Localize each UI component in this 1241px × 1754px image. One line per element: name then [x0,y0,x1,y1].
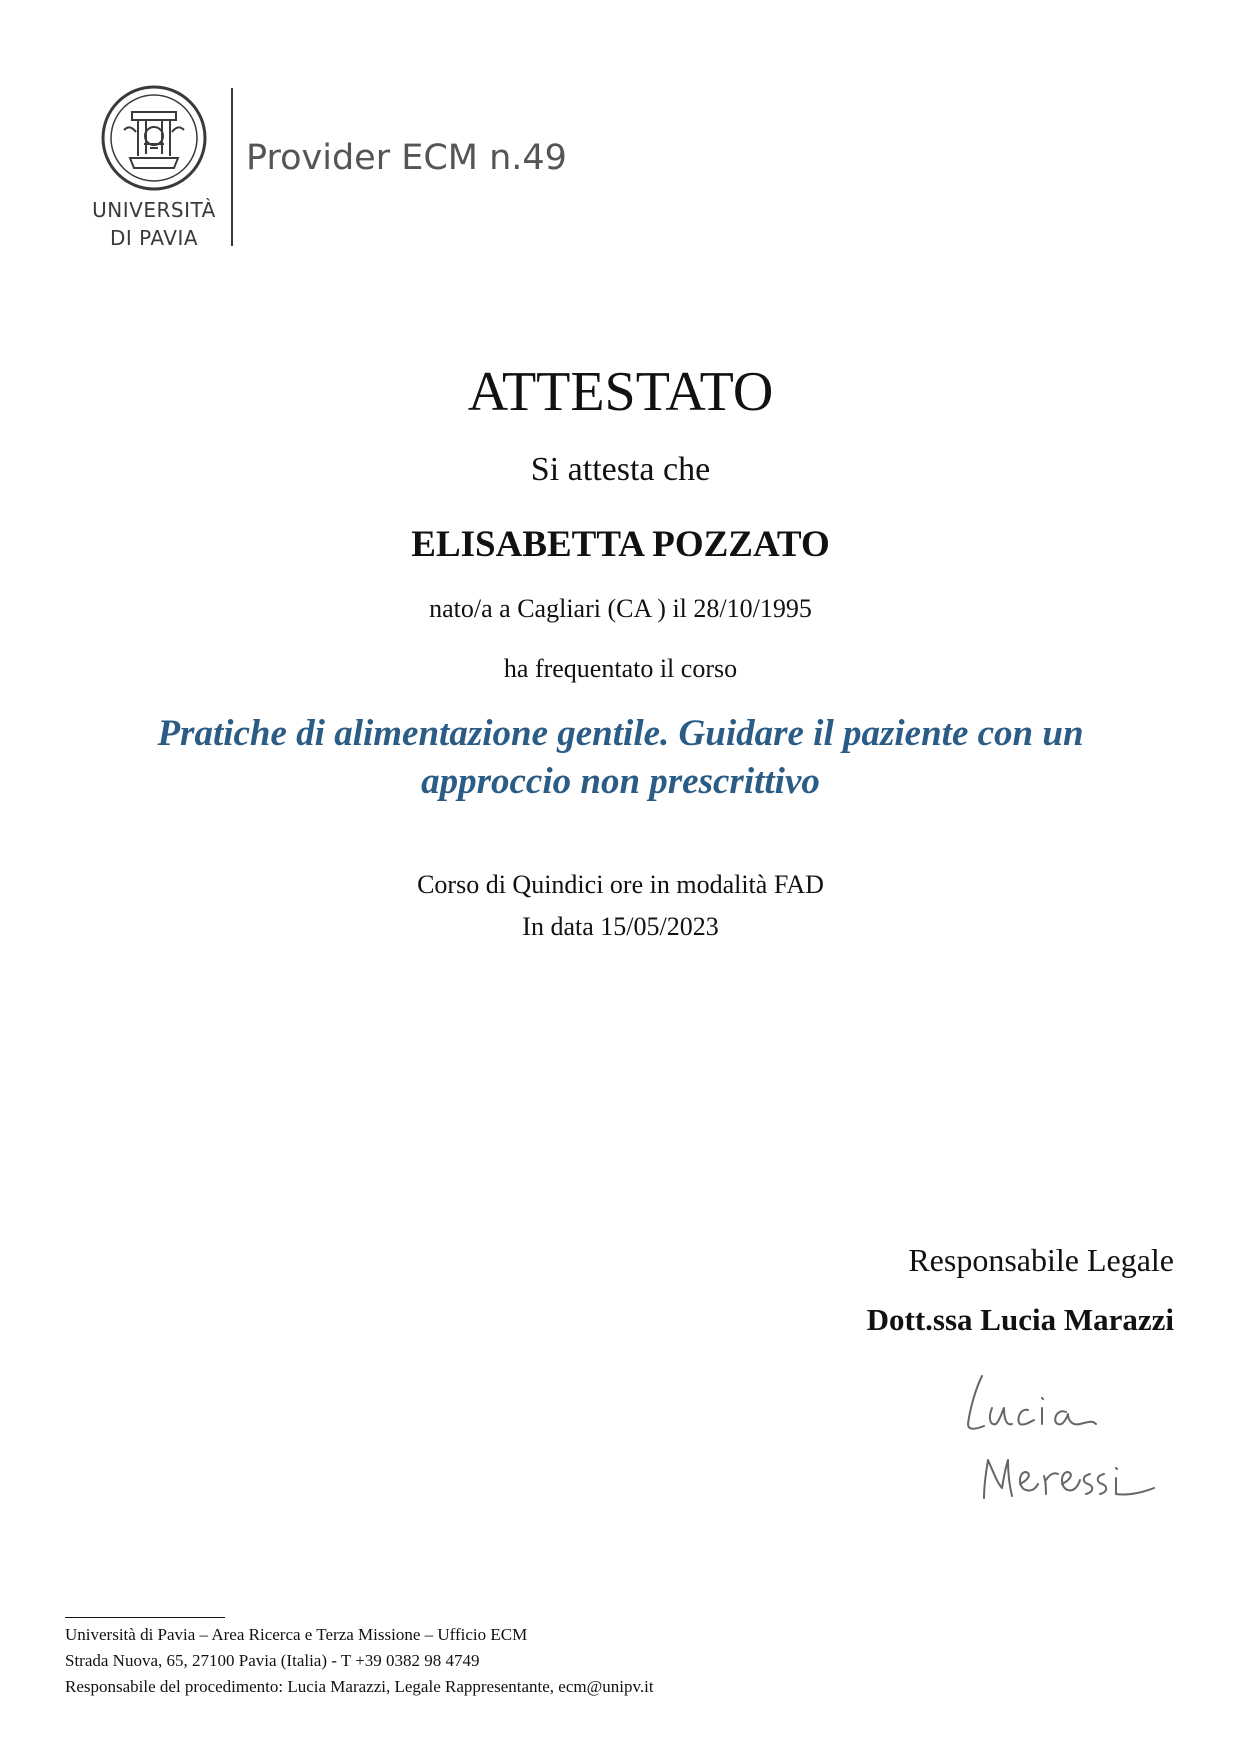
signatory-name: Dott.ssa Lucia Marazzi [866,1302,1174,1337]
recipient-name: ELISABETTA POZZATO [411,524,830,565]
footer-line-2: Strada Nuova, 65, 27100 Pavia (Italia) - T +39 0382 98 4749 [65,1651,480,1670]
university-seal-icon [100,84,208,192]
course-date: In data 15/05/2023 [522,912,719,941]
course-mode: Corso di Quindici ore in modalità FAD [417,870,824,899]
course-title [100,710,1141,806]
footer-line-1: Università di Pavia – Area Ricerca e Terza Missione – Ufficio ECM [65,1625,528,1644]
university-name [88,196,220,252]
birth-info: nato/a a Cagliari (CA ) il 28/10/1995 [429,594,812,623]
header-divider [231,88,233,246]
footer [65,1622,654,1700]
course-details [0,864,1241,948]
course-title-line-1: Pratiche di alimentazione gentile. Guidare il paziente con un [157,713,1084,754]
university-name-line-1: UNIVERSITÀ [92,198,216,222]
certificate-title: ATTESTATO [467,361,774,423]
signatory-block [867,1240,1174,1340]
university-name-line-2: DI PAVIA [109,226,199,250]
handwritten-signature [958,1368,1168,1508]
footer-line-3: Responsabile del procedimento: Lucia Marazzi, Legale Rappresentante, ecm@unipv.it [65,1677,654,1696]
signatory-role: Responsabile Legale [908,1242,1174,1278]
attended-text: ha frequentato il corso [503,654,738,683]
certificate-intro: Si attesta che [530,451,711,488]
provider-label: Provider ECM n.49 [246,138,567,178]
course-title-line-2: approccio non prescrittivo [421,761,820,802]
footnote-rule [65,1617,225,1618]
